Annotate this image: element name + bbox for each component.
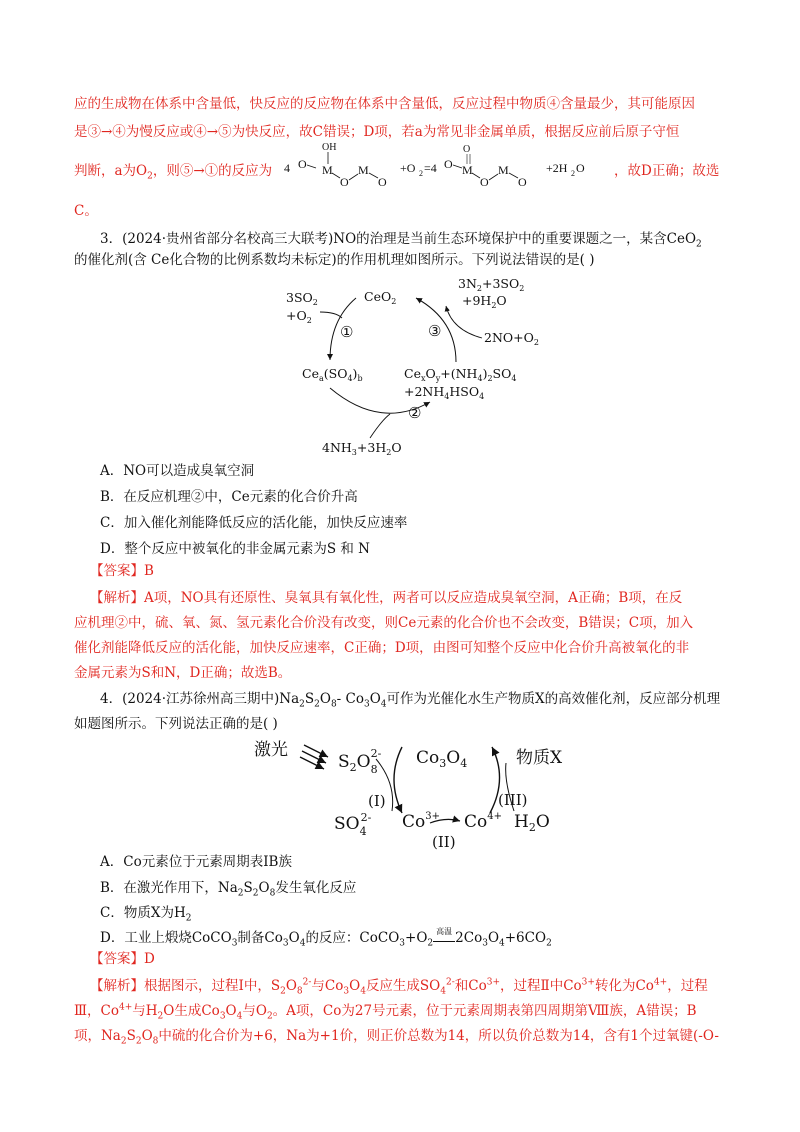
intro-line-1: 应的生成物在体系中含量低，快反应的反应物在体系中含量低，反应过程中物质④含量最少，其可能原因 bbox=[74, 96, 695, 112]
q3-option-c: C．加入催化剂能降低反应的活化能，加快反应速率 bbox=[100, 515, 408, 531]
intro-line-4: C。 bbox=[74, 203, 98, 219]
eq-m-left: M bbox=[322, 163, 333, 177]
q4-step-2: (II) bbox=[432, 833, 456, 851]
q3-option-a: A．NO可以造成臭氧空洞 bbox=[100, 463, 255, 479]
q4-co3-ion: $Co^{3+}$ bbox=[402, 811, 440, 832]
intro-line-2: 是③→④为慢反应或④→⑤为快反应，故C错误；D项，若a为常见非金属单质，根据反应前后原子守恒 bbox=[74, 124, 680, 140]
q3-option-d: D．整个反应中被氧化的非金属元素为S 和 N bbox=[100, 541, 370, 557]
q3-option-b: B．在反应机理②中，Ce元素的化合价升高 bbox=[100, 489, 358, 505]
q3-ce-oxide: $Ce_xO_y+(NH_4)_2SO_4$ bbox=[404, 366, 517, 383]
q4-laser-label: 激光 bbox=[254, 740, 288, 760]
q4-co4-ion: $Co^{4+}$ bbox=[464, 811, 502, 832]
q3-step-3: ③ bbox=[428, 322, 442, 340]
q3-reactant-no: $2NO+O_2$ bbox=[484, 330, 539, 347]
q3-products-water: $+9H_2O$ bbox=[462, 293, 507, 310]
svg-text:2: 2 bbox=[571, 169, 575, 178]
eq-o-left: O bbox=[298, 157, 307, 171]
q4-mechanism-diagram bbox=[252, 733, 592, 851]
q3-analysis-line-1: 【解析】A项，NO具有还原性、臭氧具有氧化性，两者可以反应造成臭氧空洞，A正确；B项，在反 bbox=[90, 590, 683, 606]
q3-answer: 【答案】B bbox=[90, 563, 154, 579]
eq-o-right: O bbox=[444, 157, 453, 171]
svg-text:2: 2 bbox=[419, 169, 423, 178]
q3-analysis-line-3: 催化剂能降低反应的活化能，加快反应速率，C正确；D项，由图可知整个反应中化合价升高被氧化的非 bbox=[74, 640, 690, 656]
q4-analysis-line-3: 项，$Na_2S_2O_8$中硫的化合价为+6，Na为+1价，则正价总数为14，所以负价总数为14，含有1个过氧键(-O- bbox=[74, 1028, 719, 1047]
q4-stem-line-2: 如题图所示。下列说法正确的是( ) bbox=[74, 716, 278, 732]
eq-oh: OH bbox=[322, 142, 337, 153]
q4-substance-x: 物质X bbox=[516, 748, 563, 768]
intro-line-3-post: ，故D正确；故选 bbox=[614, 163, 720, 179]
eq-plus-water: +2H bbox=[546, 161, 568, 175]
eq-coef: 4 bbox=[284, 161, 290, 175]
q3-mechanism-diagram bbox=[270, 270, 570, 465]
eq-equals: =4 bbox=[424, 161, 437, 175]
q3-ceo2: CeO$_2$ bbox=[364, 289, 397, 306]
eq-o-r2: O bbox=[480, 175, 489, 189]
q4-option-b: B．在激光作用下，$Na_2S_2O_8$发生氧化反应 bbox=[100, 880, 357, 899]
q4-step-1: (I) bbox=[368, 792, 386, 810]
eq-o-mid: O bbox=[340, 175, 349, 189]
q4-analysis-line-2: Ⅲ，$Co^{4+}$与$H_2O$生成$Co_3O_4$与$O_2$。A项，Co为27号元素，位于元素周期表第四周期第Ⅷ族，A错误；B bbox=[74, 1002, 697, 1022]
q4-option-c: C．物质X为$H_2$ bbox=[100, 905, 192, 924]
eq-m-r1: M bbox=[462, 163, 473, 177]
q4-h2o: $H_2O$ bbox=[514, 812, 550, 834]
eq-o-r3: O bbox=[518, 175, 527, 189]
eq-m-mid: M bbox=[358, 163, 369, 177]
q3-reactant-nh3: $4NH_3+3H_2O$ bbox=[322, 440, 402, 457]
q3-step-2: ② bbox=[408, 404, 422, 422]
q4-analysis-line-1: 【解析】根据图示，过程Ⅰ中，$S_2O_8^{2-}$与$Co_3O_4$反应生成$SO_4^{2-}$和$Co^{3+}$，过程Ⅱ中$Co^{3+}$转化为$Co^{4+}$，过程 bbox=[90, 977, 708, 997]
q3-products-top: $3N_2+3SO_2$ bbox=[458, 276, 525, 293]
q3-analysis-line-2: 应机理②中，硫、氧、氮、氢元素化合价没有改变，则Ce元素的化合价也不会改变，B错误；C项，加入 bbox=[74, 615, 694, 631]
q4-stem-line-1: 4．(2024·江苏徐州高三期中)$Na_2S_2O_8-$ $Co_3O_4$可作为光催化水生产物质X的高效催化剂，反应部分机理 bbox=[100, 691, 721, 710]
q3-stem-line-1: 3．(2024·贵州省部分名校高三大联考)NO的治理是当前生态环境保护中的重要课题之一，某含CeO$_2$ bbox=[100, 231, 702, 250]
q3-step-1: ① bbox=[340, 323, 354, 341]
eq-m-r2: M bbox=[498, 163, 509, 177]
q4-option-d: D．工业上煅烧CoCO$_3$制备$Co_3O_4$的反应：$CoCO_3+O_2$ 高温 $2Co_3O_4+6CO_2$ bbox=[100, 927, 552, 949]
q3-reactant-so2: $3SO_2$ bbox=[286, 290, 318, 307]
eq-o-end: O bbox=[378, 175, 387, 189]
structural-equation bbox=[282, 138, 612, 194]
q4-step-3: (III) bbox=[498, 791, 528, 809]
q3-reactant-o2: $+O_2$ bbox=[286, 308, 312, 325]
eq-plus-o2: +O bbox=[400, 161, 416, 175]
q3-ce-sulfate: $Ce_a(SO_4)_b$ bbox=[302, 366, 363, 383]
q4-answer: 【答案】D bbox=[90, 951, 155, 967]
q4-so4: $SO_42-$ bbox=[334, 811, 372, 838]
q3-stem-line-2: 的催化剂(含 Ce化合物的比例系数均未标定)的作用机理如图所示。下列说法错误的是( ) bbox=[74, 252, 595, 268]
eq-o-top: O bbox=[463, 144, 471, 155]
q3-analysis-line-4: 金属元素为S和N，D正确；故选B。 bbox=[74, 665, 292, 681]
q3-nh4hso4: $+2NH_4HSO_4$ bbox=[404, 384, 485, 401]
q4-option-a: A．Co元素位于元素周期表IB族 bbox=[100, 854, 292, 870]
svg-text:O: O bbox=[576, 161, 585, 175]
q4-s2o8: $S_2O_82-$ bbox=[338, 747, 382, 776]
q4-co3o4: $Co_3O_4$ bbox=[416, 748, 468, 770]
intro-line-3: 判断，a为$O_2$，则⑤→①的反应为 bbox=[74, 163, 273, 182]
reaction-condition: 高温 bbox=[433, 931, 455, 942]
